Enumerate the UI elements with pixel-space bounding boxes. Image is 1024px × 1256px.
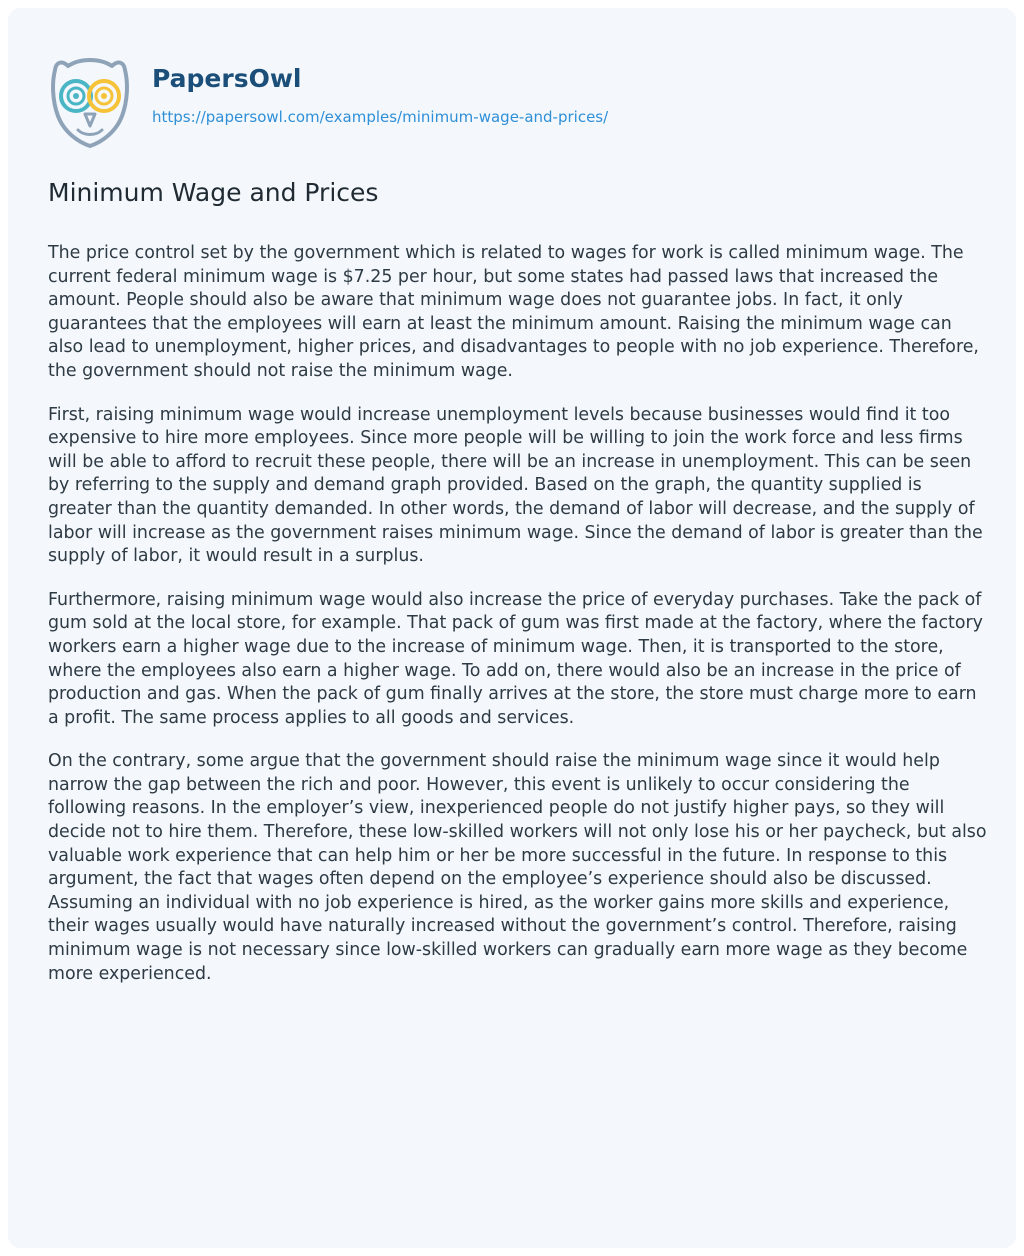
source-url-link[interactable]: https://papersowl.com/examples/minimum-wage-and-prices/	[152, 108, 609, 126]
article-paragraph: The price control set by the government which is related to wages for work is called minimum wage. The current federal minimum wage is $7.25 per hour, but some states had passed laws that increased the amount. People should also be aware that minimum wage does not guarantee jobs. In fact, it only guarantees that the employees will earn at least the minimum amount. Raising the minimum wage can also lead to unemployment, higher prices, and disadvantages to people with no job experience. Therefore, the government should not raise the minimum wage.	[48, 243, 979, 381]
article-paragraph: Furthermore, raising minimum wage would also increase the price of everyday purchases. Take the pack of gum sold at the local store, for example. That pack of gum was first made at the factory, where the factory workers earn a higher wage due to the increase of minimum wage. Then, it is transported to the store, where the employees also earn a higher wage. To add on, there would also be an increase in the price of production and gas. When the pack of gum finally arrives at the store, the store must charge more to earn a profit. The same process applies to all goods and services.	[48, 589, 983, 728]
papersowl-owl-logo-icon	[48, 56, 132, 152]
article-paragraph: On the contrary, some argue that the government should raise the minimum wage since it would help narrow the gap between the rich and poor. However, this event is unlikely to occur considering the following reasons. In the employer’s view, inexperienced people do not justify higher pays, so they will decide not to hire them. Therefore, these low-skilled workers will not only lose his or her paycheck, but also valuable work experience that can help him or her be more successful in the future. In response to this argument, the fact that wages often depend on the employee’s experience should also be discussed. Assuming an individual with no job experience is hired, as the worker gains more skills and experience, their wages usually would have naturally increased without the government’s control. Therefore, raising minimum wage is not necessary since low-skilled workers can gradually earn more wage as they become more experienced.	[48, 751, 987, 984]
article-paragraph: First, raising minimum wage would increase unemployment levels because businesses would find it too expensive to hire more employees. Since more people will be willing to join the work force and less firms will be able to afford to recruit these people, there will be an increase in unemployment. This can be seen by referring to the supply and demand graph provided. Based on the graph, the quantity supplied is greater than the quantity demanded. In other words, the demand of labor will decrease, and the supply of labor will increase as the government raises minimum wage. Since the demand of labor is greater than the supply of labor, it would result in a surplus.	[48, 404, 983, 567]
article-body	[48, 242, 988, 1006]
brand-name[interactable]: PapersOwl	[152, 64, 302, 93]
page-card	[8, 8, 1016, 1248]
page-title: Minimum Wage and Prices	[48, 178, 379, 207]
